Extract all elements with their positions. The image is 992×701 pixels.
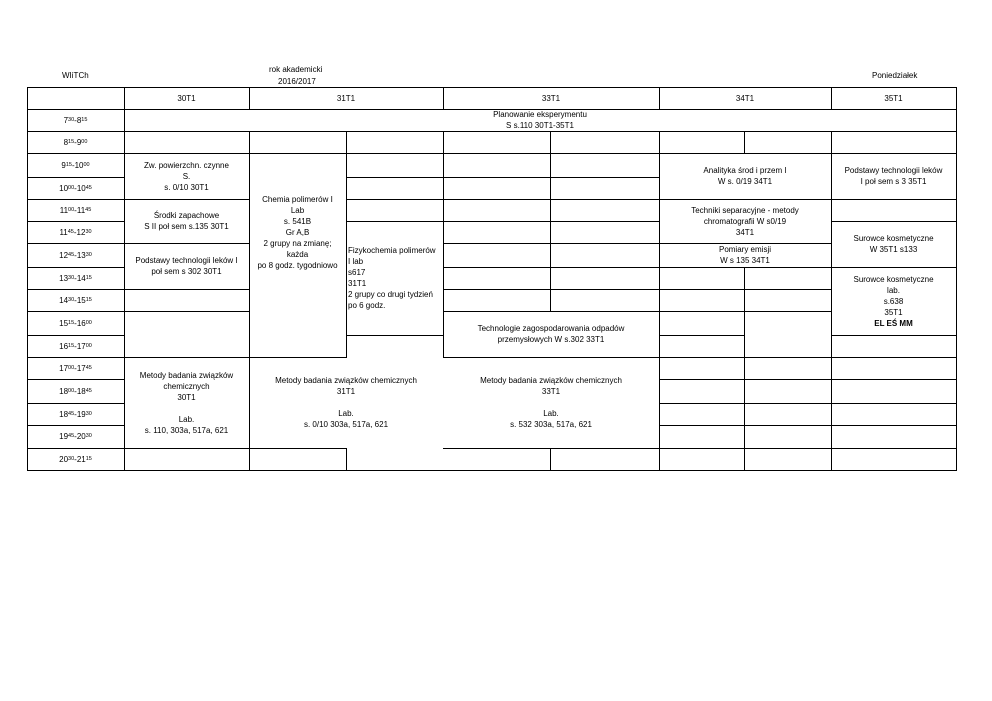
class-pomiary-emisji: Pomiary emisji W s 135 34T1 — [718, 245, 771, 265]
time-slot: 11 00 -11 45 — [59, 205, 92, 215]
table-rule — [659, 448, 832, 449]
table-rule — [659, 267, 832, 268]
class-podstawy-30: Podstawy technologii leków I poł sem s 302 30T1 — [135, 256, 238, 276]
academic-year-label: rok akademicki — [269, 65, 323, 74]
table-rule — [831, 335, 957, 336]
class-analityka: Analityka środ i przem I W s. 0/19 34T1 — [703, 166, 787, 186]
table-rule — [124, 289, 250, 290]
time-slot: 17 00 -17 45 — [59, 363, 92, 373]
table-rule — [831, 131, 957, 132]
class-surowce-lab: Surowce kosmetyczne lab. s.638 35T1 EL EŚ MM — [853, 274, 934, 328]
table-rule — [443, 199, 660, 200]
table-rule — [744, 131, 745, 154]
class-srodki-zapachowe: Środki zapachowe S II poł sem s.135 30T1 — [144, 211, 229, 231]
group-header-34T1: 34T1 — [735, 93, 755, 103]
time-slot: 10 00 -10 45 — [59, 183, 92, 193]
table-rule — [831, 379, 957, 380]
table-rule — [659, 379, 832, 380]
table-rule — [124, 131, 250, 132]
table-rule — [831, 403, 957, 404]
time-slot: 18 00 -18 45 — [59, 386, 92, 396]
time-slot: 18 45 -19 30 — [59, 409, 92, 419]
table-rule — [659, 403, 832, 404]
group-header-33T1: 33T1 — [541, 93, 561, 103]
table-rule — [831, 425, 957, 426]
group-header-35T1: 35T1 — [884, 93, 903, 103]
table-rule — [443, 177, 660, 178]
time-slot: 15 15 -16 00 — [59, 318, 92, 328]
table-rule — [831, 357, 957, 358]
time-slot: 14 30 -15 15 — [59, 295, 92, 305]
table-rule — [659, 357, 832, 358]
class-techniki-separacyjne: Techniki separacyjne - metody chromatografii W s0/19 34T1 — [691, 205, 799, 237]
time-slot: 13 30 -14 15 — [59, 273, 92, 283]
group-header-30T1: 30T1 — [177, 93, 196, 103]
table-rule — [443, 153, 660, 154]
group-header-31T1: 31T1 — [336, 93, 356, 103]
table-rule — [831, 448, 957, 449]
table-rule — [27, 470, 957, 471]
class-chemia-polimerow: Chemia polimerów I Lab s. 541B Gr A,B 2 grupy na zmianę; każda po 8 godz. tygodniowo — [257, 194, 338, 270]
class-technologie-odpadow: Technologie zagospodarowania odpadów przemysłowych W s.302 33T1 — [477, 324, 625, 344]
time-slot: 8 15 -9 00 — [63, 137, 88, 147]
surowce-lab-tutors: EL EŚ MM — [874, 318, 913, 328]
class-metody-31: Metody badania związków chemicznych 31T1 Lab. s. 0/10 303a, 517a, 621 — [275, 376, 417, 429]
class-podstawy-35: Podstawy technologii leków I poł sem s 3 35T1 — [844, 166, 943, 186]
class-planowanie: Planowanie eksperymentu S s.110 30T1-35T1 — [493, 110, 587, 130]
time-slot: 20 30 -21 15 — [59, 454, 92, 464]
table-rule — [659, 311, 832, 312]
table-rule — [744, 267, 745, 336]
class-metody-33: Metody badania związków chemicznych 33T1 Lab. s. 532 303a, 517a, 621 — [480, 376, 622, 429]
table-rule — [659, 131, 832, 132]
faculty-label: WIiTCh — [62, 71, 89, 80]
table-rule — [550, 131, 551, 312]
class-metody-30: Metody badania związków chemicznych 30T1 Lab. s. 110, 303a, 517a, 621 — [139, 370, 234, 435]
table-rule — [831, 199, 957, 200]
table-rule — [443, 221, 660, 222]
table-rule — [443, 448, 660, 449]
class-fizykochemia: Fizykochemia polimerów I lab s617 31T1 2 grupy co drugi tydzień po 6 godz. — [348, 246, 436, 310]
table-rule — [346, 199, 444, 200]
table-rule — [346, 153, 444, 154]
table-rule — [744, 335, 745, 471]
table-rule — [124, 448, 250, 449]
table-rule — [443, 131, 660, 132]
table-rule — [346, 335, 444, 336]
class-surowce-wyklad: Surowce kosmetyczne W 35T1 s133 — [853, 234, 934, 254]
time-slot: 7 30 -8 15 — [63, 115, 88, 125]
time-slot: 11 45 -12 30 — [59, 227, 92, 237]
table-rule — [346, 448, 347, 471]
table-rule — [659, 335, 745, 336]
table-rule — [550, 448, 551, 471]
table-rule — [443, 243, 660, 244]
academic-year: 2016/2017 — [278, 77, 316, 86]
time-slot: 16 15 -17 00 — [59, 341, 92, 351]
table-rule — [443, 267, 660, 268]
class-zw-powierzchn: Zw. powierzchn. czynne S. s. 0/10 30T1 — [144, 160, 229, 192]
table-rule — [659, 425, 832, 426]
time-slot: 19 45 -20 30 — [59, 432, 92, 441]
table-rule — [124, 311, 250, 312]
table-rule — [956, 87, 957, 471]
table-rule — [443, 289, 660, 290]
time-slot: 12 45 -13 30 — [59, 250, 92, 260]
day-label: Poniedziałek — [872, 71, 918, 80]
table-rule — [346, 177, 444, 178]
table-rule — [659, 289, 832, 290]
time-slot: 9 15 -10 00 — [61, 160, 90, 170]
table-rule — [249, 448, 347, 449]
